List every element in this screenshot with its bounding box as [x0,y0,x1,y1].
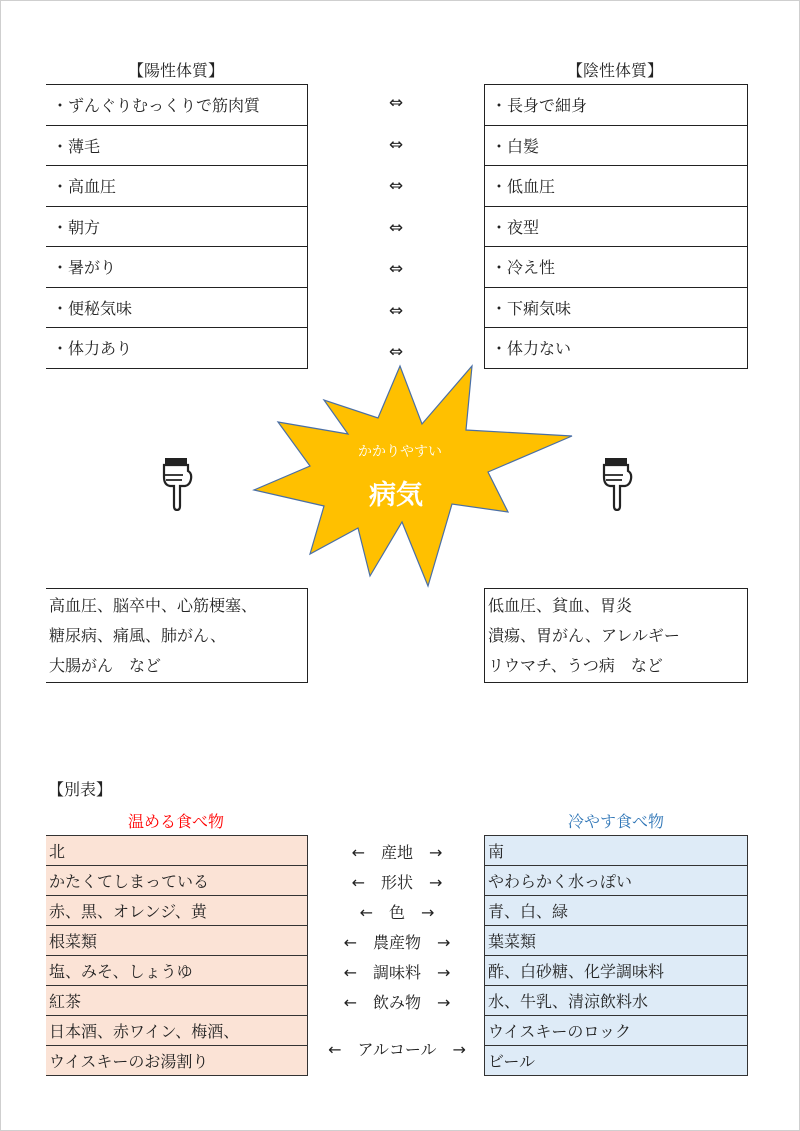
cool-food-cell: 青、白、緑 [484,895,748,926]
category-label: ← 飲み物 → [343,993,451,1012]
yin-item: ・長身で細身 [484,84,748,126]
warm-foods-title: 温める食べ物 [127,812,224,831]
cool-food-cell: 南 [484,835,748,866]
warm-food-cell: 塩、みそ、しょうゆ [46,955,308,986]
explosion-burst [250,362,580,590]
cool-food-cell: 葉菜類 [484,925,748,956]
cool-food-cell: やわらかく水っぽい [484,865,748,896]
category-label: ← 産地 → [351,843,443,862]
yin-item: ・夜型 [484,206,748,248]
yang-disease-line: 大腸がん など [49,656,162,675]
pointing-down-hand-icon [158,455,194,511]
warm-food-cell: 根菜類 [46,925,308,956]
category-label: ← 色 → [359,903,435,922]
warm-food-cell: かたくてしまっている [46,865,308,896]
yin-disease-line: リウマチ、うつ病 など [488,656,663,675]
yin-disease-line: 潰瘍、胃がん、アレルギー [488,626,680,645]
pointing-down-hand-icon [598,455,634,511]
yang-item: ・ずんぐりむっくりで筋肉質 [46,84,308,126]
yang-heading: 【陽性体質】 [127,61,224,80]
category-label: ← アルコール → [328,1040,466,1059]
yin-constitution-table [484,84,748,369]
yin-heading: 【陰性体質】 [566,61,663,80]
warm-food-cell: 日本酒、赤ワイン、梅酒、 [46,1015,308,1046]
yin-item: ・白髪 [484,125,748,167]
cool-food-cell: ウイスキーのロック [484,1015,748,1046]
appendix-label: 【別表】 [48,780,113,799]
category-label: ← 調味料 → [343,963,451,982]
warm-food-cell: ウイスキーのお湯割り [46,1045,308,1076]
double-arrow-icon: ⇔ [388,135,404,155]
yang-constitution-table [46,84,308,369]
burst-shape [254,366,572,586]
double-arrow-icon: ⇔ [388,301,404,321]
double-arrow-icon: ⇔ [388,93,404,113]
burst-title: 病気 [369,480,423,511]
yin-item: ・体力ない [484,327,748,369]
cool-food-cell: 酢、白砂糖、化学調味料 [484,955,748,986]
yin-disease-box [484,588,748,683]
category-label: ← 形状 → [351,873,443,892]
category-label: ← 農産物 → [343,933,451,952]
yin-item: ・低血圧 [484,165,748,207]
yang-disease-box [46,588,308,683]
cool-food-cell: 水、牛乳、清涼飲料水 [484,985,748,1016]
yin-disease-line: 低血圧、貧血、胃炎 [488,596,633,615]
yang-item: ・高血圧 [46,165,308,207]
yang-item: ・暑がり [46,246,308,288]
double-arrow-icon: ⇔ [388,259,404,279]
yang-disease-line: 糖尿病、痛風、肺がん、 [49,626,226,645]
warm-food-cell: 北 [46,835,308,866]
yin-item: ・冷え性 [484,246,748,288]
yang-item: ・薄毛 [46,125,308,167]
yang-item: ・便秘気味 [46,287,308,329]
cool-foods-title: 冷やす食べ物 [567,812,664,831]
double-arrow-icon: ⇔ [388,342,404,362]
burst-subtitle: かかりやすい [358,444,442,460]
cool-food-cell: ビール [484,1045,748,1076]
yang-item: ・朝方 [46,206,308,248]
yang-item: ・体力あり [46,327,308,369]
yang-disease-line: 高血圧、脳卒中、心筋梗塞、 [49,596,258,615]
yin-item: ・下痢気味 [484,287,748,329]
warm-food-cell: 紅茶 [46,985,308,1016]
double-arrow-icon: ⇔ [388,218,404,238]
warm-food-cell: 赤、黒、オレンジ、黄 [46,895,308,926]
double-arrow-icon: ⇔ [388,176,404,196]
